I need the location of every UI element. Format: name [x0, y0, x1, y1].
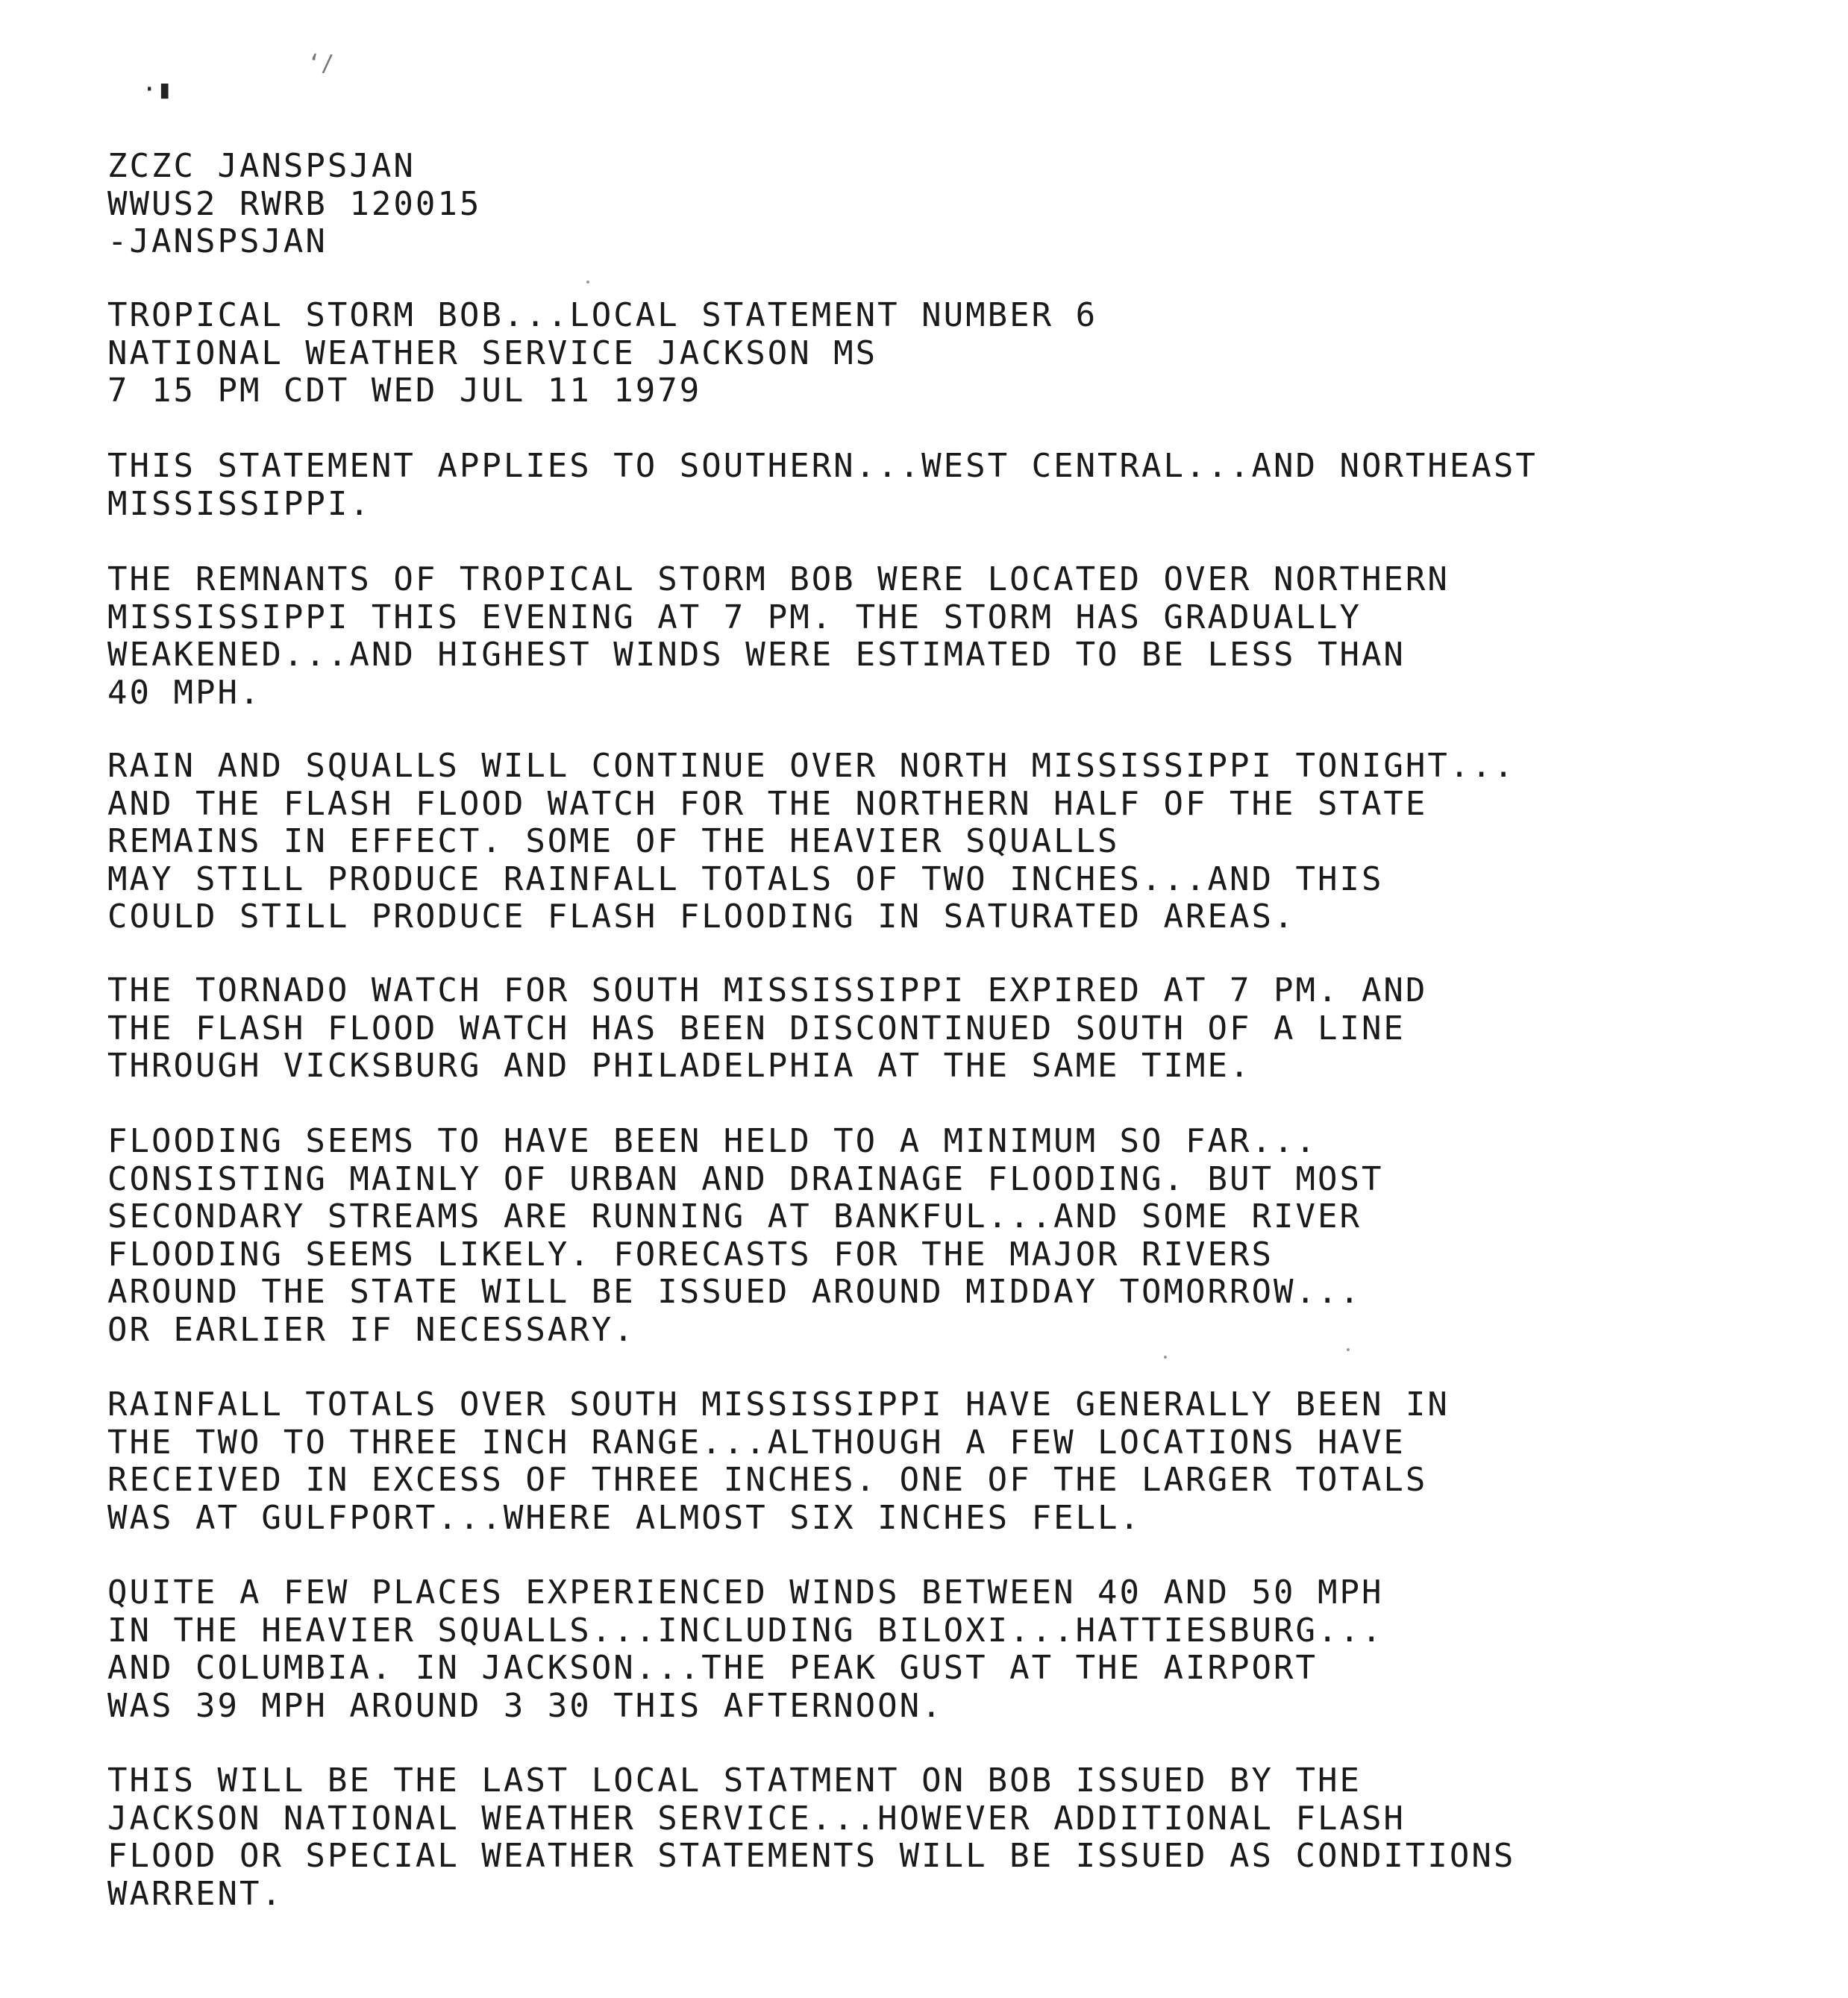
paragraph-line: THE TWO TO THREE INCH RANGE...ALTHOUGH A FEW LOCATIONS HAVE — [107, 1423, 1406, 1462]
paragraph-line: RAIN AND SQUALLS WILL CONTINUE OVER NORTH MISSISSIPPI TONIGHT... — [107, 747, 1516, 785]
paragraph-line: WAS 39 MPH AROUND 3 30 THIS AFTERNOON. — [107, 1686, 944, 1725]
paragraph-line: MISSISSIPPI. — [107, 484, 372, 523]
paragraph-line: THE REMNANTS OF TROPICAL STORM BOB WERE LOCATED OVER NORTHERN — [107, 560, 1450, 598]
paragraph-line: RECEIVED IN EXCESS OF THREE INCHES. ONE OF THE LARGER TOTALS — [107, 1461, 1428, 1499]
paragraph-line: RAINFALL TOTALS OVER SOUTH MISSISSIPPI HAVE GENERALLY BEEN IN — [107, 1385, 1450, 1424]
paper-speck — [586, 281, 589, 284]
paragraph-line: WAS AT GULFPORT...WHERE ALMOST SIX INCHES FELL. — [107, 1498, 1142, 1537]
paragraph-line: AND THE FLASH FLOOD WATCH FOR THE NORTHERN HALF OF THE STATE — [107, 784, 1428, 823]
paragraph-line: WEAKENED...AND HIGHEST WINDS WERE ESTIMATED TO BE LESS THAN — [107, 636, 1406, 674]
paragraph-line: FLOODING SEEMS LIKELY. FORECASTS FOR THE MAJOR RIVERS — [107, 1235, 1274, 1274]
paragraph-line: SECONDARY STREAMS ARE RUNNING AT BANKFUL...AND SOME RIVER — [107, 1197, 1362, 1236]
paragraph-rain-squalls — [107, 748, 1771, 936]
paragraph-line: FLOODING SEEMS TO HAVE BEEN HELD TO A MINIMUM SO FAR... — [107, 1122, 1318, 1160]
paragraph-line: THROUGH VICKSBURG AND PHILADELPHIA AT THE SAME TIME. — [107, 1047, 1252, 1085]
header-line: -JANSPSJAN — [107, 222, 328, 260]
paragraph-last-statement — [107, 1762, 1771, 1913]
paragraph-line: COULD STILL PRODUCE FLASH FLOODING IN SATURATED AREAS. — [107, 898, 1296, 936]
paper-speck — [1164, 1356, 1167, 1359]
paragraph-rainfall-totals — [107, 1386, 1771, 1537]
paragraph-line: REMAINS IN EFFECT. SOME OF THE HEAVIER SQUALLS — [107, 822, 1120, 860]
header-line: ZCZC JANSPSJAN — [107, 147, 416, 185]
ink-mark: ·▮ — [142, 75, 172, 104]
header-line: WWUS2 RWRB 120015 — [107, 184, 482, 223]
paragraph-tornado-watch — [107, 972, 1771, 1086]
statement-title — [107, 297, 1771, 410]
paragraph-flooding — [107, 1123, 1771, 1349]
pencil-mark: ʻ/ — [307, 51, 335, 77]
message-header — [107, 148, 1771, 261]
paragraph-line: OR EARLIER IF NECESSARY. — [107, 1310, 636, 1349]
paragraph-line: MAY STILL PRODUCE RAINFALL TOTALS OF TWO INCHES...AND THIS — [107, 859, 1384, 898]
paragraph-line: JACKSON NATIONAL WEATHER SERVICE...HOWEVER ADDITIONAL FLASH — [107, 1799, 1406, 1838]
paragraph-line: AROUND THE STATE WILL BE ISSUED AROUND MIDDAY TOMORROW... — [107, 1273, 1362, 1311]
paragraph-winds — [107, 1574, 1771, 1725]
paragraph-storm-location — [107, 561, 1771, 712]
paragraph-line: WARRENT. — [107, 1874, 284, 1913]
issue-time-line: 7 15 PM CDT WED JUL 11 1979 — [107, 372, 702, 410]
paragraph-area-applies — [107, 448, 1771, 523]
paragraph-line: QUITE A FEW PLACES EXPERIENCED WINDS BETWEEN 40 AND 50 MPH — [107, 1573, 1384, 1612]
paragraph-line: AND COLUMBIA. IN JACKSON...THE PEAK GUST AT THE AIRPORT — [107, 1649, 1318, 1687]
paragraph-line: MISSISSIPPI THIS EVENING AT 7 PM. THE STORM HAS GRADUALLY — [107, 598, 1362, 636]
paragraph-line: IN THE HEAVIER SQUALLS...INCLUDING BILOXI...HATTIESBURG... — [107, 1611, 1384, 1650]
paper-speck — [1347, 1348, 1350, 1351]
paragraph-line: THIS STATEMENT APPLIES TO SOUTHERN...WEST CENTRAL...AND NORTHEAST — [107, 447, 1538, 485]
paragraph-line: CONSISTING MAINLY OF URBAN AND DRAINAGE FLOODING. BUT MOST — [107, 1159, 1384, 1198]
paragraph-line: THIS WILL BE THE LAST LOCAL STATMENT ON BOB ISSUED BY THE — [107, 1761, 1362, 1800]
paragraph-line: 40 MPH. — [107, 673, 262, 712]
title-line: TROPICAL STORM BOB...LOCAL STATEMENT NUMBER 6 — [107, 296, 1098, 334]
paragraph-line: THE TORNADO WATCH FOR SOUTH MISSISSIPPI EXPIRED AT 7 PM. AND — [107, 971, 1428, 1009]
issuing-office-line: NATIONAL WEATHER SERVICE JACKSON MS — [107, 333, 878, 372]
paragraph-line: FLOOD OR SPECIAL WEATHER STATEMENTS WILL BE ISSUED AS CONDITIONS — [107, 1837, 1516, 1875]
paragraph-line: THE FLASH FLOOD WATCH HAS BEEN DISCONTINUED SOUTH OF A LINE — [107, 1009, 1406, 1047]
